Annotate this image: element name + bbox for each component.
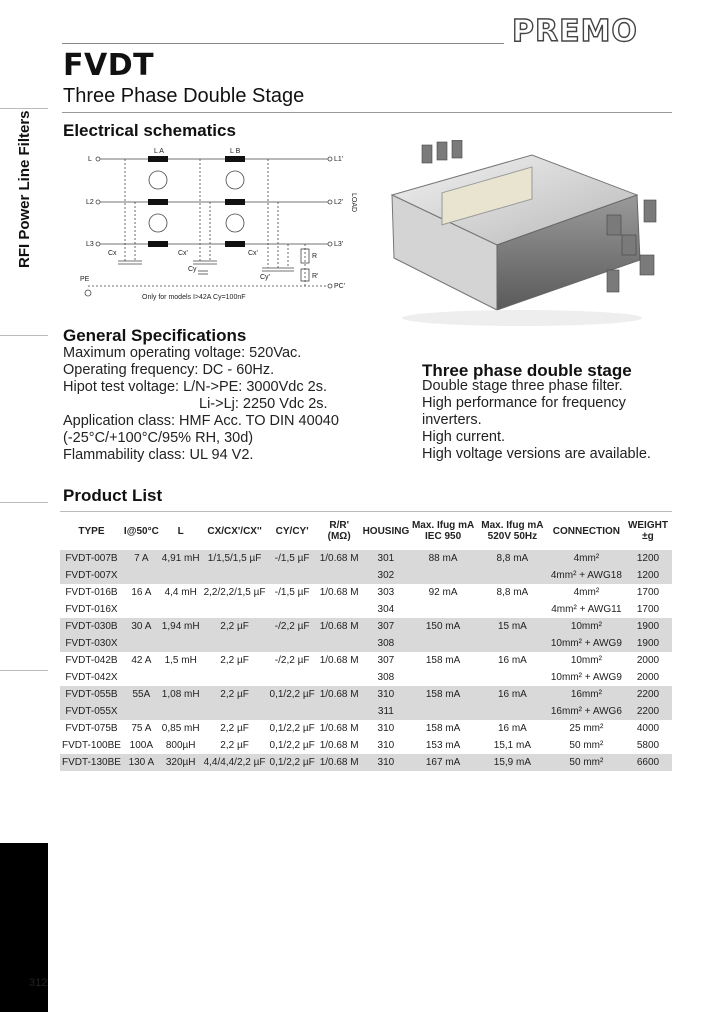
col-r: R/R' (MΩ) bbox=[317, 512, 362, 550]
table-cell bbox=[160, 601, 202, 618]
table-row bbox=[60, 635, 672, 652]
table-cell: 1/0.68 M bbox=[317, 720, 362, 737]
table-cell: 4,4/4,4/2,2 µF bbox=[202, 754, 268, 771]
table-cell: 10mm² bbox=[549, 652, 624, 669]
table-cell: 0,1/2,2 µF bbox=[268, 737, 317, 754]
table-cell: 2,2 µF bbox=[202, 652, 268, 669]
table-row bbox=[60, 584, 672, 601]
table-cell: -/1,5 µF bbox=[268, 550, 317, 567]
table-cell: 308 bbox=[362, 635, 411, 652]
table-cell: 308 bbox=[362, 669, 411, 686]
schematic-label-cy: Cy bbox=[188, 266, 197, 273]
table-cell: -/2,2 µF bbox=[268, 618, 317, 635]
spec-line: Hipot test voltage: L/N->PE: 3000Vdc 2s. bbox=[63, 379, 327, 395]
table-cell bbox=[160, 635, 202, 652]
schematic-label-pe: PE bbox=[80, 276, 90, 283]
table-cell bbox=[202, 703, 268, 720]
table-cell: 310 bbox=[362, 737, 411, 754]
feature-heading: Three phase double stage bbox=[422, 361, 632, 380]
schematic-label-r2: R' bbox=[312, 273, 319, 280]
col-ifug-520: Max. Ifug mA 520V 50Hz bbox=[476, 512, 549, 550]
table-cell: 307 bbox=[362, 652, 411, 669]
tab-divider bbox=[0, 335, 48, 336]
table-cell: 310 bbox=[362, 754, 411, 771]
table-cell bbox=[410, 703, 476, 720]
spec-line: Operating frequency: DC - 60Hz. bbox=[63, 362, 275, 378]
table-cell: 2000 bbox=[624, 669, 672, 686]
table-cell bbox=[268, 601, 317, 618]
table-cell bbox=[317, 669, 362, 686]
table-cell: 25 mm² bbox=[549, 720, 624, 737]
table-cell: 15,1 mA bbox=[476, 737, 549, 754]
schematic-heading: Electrical schematics bbox=[63, 121, 236, 140]
table-cell: 1,5 mH bbox=[160, 652, 202, 669]
table-cell: 2200 bbox=[624, 703, 672, 720]
table-row bbox=[60, 550, 672, 567]
table-cell: 1/0.68 M bbox=[317, 686, 362, 703]
table-cell: 2,2 µF bbox=[202, 618, 268, 635]
feature-line: High current. bbox=[422, 429, 506, 445]
table-cell: 1900 bbox=[624, 635, 672, 652]
table-cell: 100A bbox=[123, 737, 160, 754]
col-housing: HOUSING bbox=[362, 512, 411, 550]
table-cell: 2,2/2,2/1,5 µF bbox=[202, 584, 268, 601]
table-cell: 158 mA bbox=[410, 720, 476, 737]
table-cell: 167 mA bbox=[410, 754, 476, 771]
subtitle-rule bbox=[62, 112, 672, 113]
col-connection: CONNECTION bbox=[549, 512, 624, 550]
table-cell bbox=[476, 703, 549, 720]
table-row bbox=[60, 720, 672, 737]
schematic-label-l3-out: L3' bbox=[334, 241, 344, 248]
table-cell: 4mm² + AWG18 bbox=[549, 567, 624, 584]
table-cell: 130 A bbox=[123, 754, 160, 771]
col-type: TYPE bbox=[60, 512, 123, 550]
table-cell: 16mm² bbox=[549, 686, 624, 703]
table-cell: 50 mm² bbox=[549, 754, 624, 771]
table-cell: 0,85 mH bbox=[160, 720, 202, 737]
col-ifug-iec: Max. Ifug mA IEC 950 bbox=[410, 512, 476, 550]
col-weight: WEIGHT ±g bbox=[624, 512, 672, 550]
table-cell: 16mm² + AWG6 bbox=[549, 703, 624, 720]
table-cell bbox=[317, 567, 362, 584]
table-cell: 50 mm² bbox=[549, 737, 624, 754]
table-cell: 304 bbox=[362, 601, 411, 618]
header-rule bbox=[62, 43, 504, 44]
table-cell: 15,9 mA bbox=[476, 754, 549, 771]
table-cell: 16 mA bbox=[476, 652, 549, 669]
table-cell: 2000 bbox=[624, 652, 672, 669]
table-cell: FVDT-007B bbox=[60, 550, 123, 567]
schematic-label-l3: L3 bbox=[86, 241, 94, 248]
table-cell: 4,91 mH bbox=[160, 550, 202, 567]
table-cell: 1200 bbox=[624, 550, 672, 567]
table-cell: 8,8 mA bbox=[476, 550, 549, 567]
table-cell: FVDT-016B bbox=[60, 584, 123, 601]
table-cell bbox=[410, 669, 476, 686]
spec-line: Maximum operating voltage: 520Vac. bbox=[63, 345, 302, 361]
table-row bbox=[60, 754, 672, 771]
table-cell: 0,1/2,2 µF bbox=[268, 720, 317, 737]
table-cell: 2,2 µF bbox=[202, 737, 268, 754]
schematic-label-cy2: Cy' bbox=[260, 274, 270, 281]
table-cell bbox=[123, 669, 160, 686]
page-number: 312 bbox=[29, 977, 48, 989]
table-cell: 1,08 mH bbox=[160, 686, 202, 703]
schematic-label-cx3: Cx' bbox=[248, 250, 258, 257]
table-cell: 153 mA bbox=[410, 737, 476, 754]
schematic-label-cx2: Cx' bbox=[178, 250, 188, 257]
table-cell bbox=[410, 635, 476, 652]
tab-divider bbox=[0, 108, 48, 109]
general-spec-list bbox=[63, 345, 339, 464]
table-header-row bbox=[60, 512, 672, 550]
table-cell: 311 bbox=[362, 703, 411, 720]
table-row bbox=[60, 703, 672, 720]
tab-divider bbox=[0, 670, 48, 671]
table-cell: 307 bbox=[362, 618, 411, 635]
table-cell bbox=[202, 601, 268, 618]
table-cell bbox=[123, 567, 160, 584]
table-cell bbox=[123, 601, 160, 618]
table-cell: 7 A bbox=[123, 550, 160, 567]
table-cell bbox=[476, 669, 549, 686]
table-cell bbox=[202, 669, 268, 686]
table-cell: 310 bbox=[362, 686, 411, 703]
table-cell: 6600 bbox=[624, 754, 672, 771]
table-cell: FVDT-075B bbox=[60, 720, 123, 737]
table-row bbox=[60, 669, 672, 686]
general-spec-heading: General Specifications bbox=[63, 326, 247, 345]
table-cell: 301 bbox=[362, 550, 411, 567]
table-cell: 10mm² + AWG9 bbox=[549, 669, 624, 686]
table-cell: FVDT-016X bbox=[60, 601, 123, 618]
feature-line: High voltage versions are available. bbox=[422, 446, 651, 462]
table-cell: 800µH bbox=[160, 737, 202, 754]
table-cell bbox=[476, 567, 549, 584]
schematic-label-lb: L B bbox=[230, 148, 241, 155]
table-cell: 150 mA bbox=[410, 618, 476, 635]
table-cell: -/1,5 µF bbox=[268, 584, 317, 601]
table-cell bbox=[476, 601, 549, 618]
page-subtitle: Three Phase Double Stage bbox=[63, 85, 305, 107]
table-cell: FVDT-042X bbox=[60, 669, 123, 686]
table-cell bbox=[410, 601, 476, 618]
brand-logo: PREMO bbox=[512, 14, 638, 49]
feature-list bbox=[422, 378, 682, 463]
table-cell: 158 mA bbox=[410, 686, 476, 703]
table-cell: 1900 bbox=[624, 618, 672, 635]
table-cell: 1/0.68 M bbox=[317, 618, 362, 635]
table-cell: 303 bbox=[362, 584, 411, 601]
table-cell: 92 mA bbox=[410, 584, 476, 601]
section-tab-label: RFI Power Line Filters bbox=[16, 110, 33, 268]
table-cell: 16 mA bbox=[476, 686, 549, 703]
schematic-label-l2-out: L2' bbox=[334, 199, 344, 206]
table-cell: 0,1/2,2 µF bbox=[268, 686, 317, 703]
product-table bbox=[60, 512, 672, 771]
table-cell: 88 mA bbox=[410, 550, 476, 567]
table-cell: 1700 bbox=[624, 601, 672, 618]
table-cell bbox=[202, 635, 268, 652]
schematic-note: Only for models I>42A Cy=100nF bbox=[142, 294, 246, 301]
table-cell: 310 bbox=[362, 720, 411, 737]
schematic-label-l2: L2 bbox=[86, 199, 94, 206]
table-row bbox=[60, 652, 672, 669]
table-cell bbox=[160, 669, 202, 686]
product-photo bbox=[382, 140, 672, 330]
schematic-label-l1-out: L1' bbox=[334, 156, 344, 163]
table-cell bbox=[317, 635, 362, 652]
col-current: I@50°C bbox=[123, 512, 160, 550]
table-cell: -/2,2 µF bbox=[268, 652, 317, 669]
schematic-diagram bbox=[80, 143, 360, 303]
table-cell bbox=[160, 703, 202, 720]
table-cell: FVDT-055X bbox=[60, 703, 123, 720]
table-row bbox=[60, 601, 672, 618]
table-cell bbox=[476, 635, 549, 652]
table-cell: 10mm² bbox=[549, 618, 624, 635]
table-cell: 1,94 mH bbox=[160, 618, 202, 635]
table-cell bbox=[268, 567, 317, 584]
table-cell: 1200 bbox=[624, 567, 672, 584]
table-cell: 302 bbox=[362, 567, 411, 584]
table-cell bbox=[410, 567, 476, 584]
table-cell: 158 mA bbox=[410, 652, 476, 669]
table-row bbox=[60, 686, 672, 703]
col-cy: CY/CY' bbox=[268, 512, 317, 550]
table-cell: FVDT-007X bbox=[60, 567, 123, 584]
schematic-label-cx: Cx bbox=[108, 250, 117, 257]
col-cx: CX/CX'/CX'' bbox=[202, 512, 268, 550]
table-row bbox=[60, 567, 672, 584]
table-cell bbox=[123, 635, 160, 652]
table-cell bbox=[160, 567, 202, 584]
table-cell bbox=[123, 703, 160, 720]
schematic-label-r: R bbox=[312, 253, 318, 260]
table-cell bbox=[268, 703, 317, 720]
feature-line: High performance for frequency bbox=[422, 395, 626, 411]
table-row bbox=[60, 737, 672, 754]
table-cell: 1/0.68 M bbox=[317, 754, 362, 771]
table-cell: 75 A bbox=[123, 720, 160, 737]
table-cell: 4mm² bbox=[549, 584, 624, 601]
table-cell bbox=[317, 601, 362, 618]
feature-line: inverters. bbox=[422, 412, 482, 428]
table-cell: 42 A bbox=[123, 652, 160, 669]
table-cell: 5800 bbox=[624, 737, 672, 754]
spec-line: Application class: HMF Acc. TO DIN 40040 bbox=[63, 413, 339, 429]
table-cell: FVDT-100BE bbox=[60, 737, 123, 754]
table-cell: 55A bbox=[123, 686, 160, 703]
table-cell: 30 A bbox=[123, 618, 160, 635]
schematic-label-pc: PC' bbox=[334, 283, 346, 290]
table-cell bbox=[202, 567, 268, 584]
table-cell: 1/0.68 M bbox=[317, 652, 362, 669]
spec-line: (-25°C/+100°C/95% RH, 30d) bbox=[63, 430, 254, 446]
table-cell: 0,1/2,2 µF bbox=[268, 754, 317, 771]
feature-line: Double stage three phase filter. bbox=[422, 378, 623, 394]
table-cell bbox=[317, 703, 362, 720]
table-cell: 4,4 mH bbox=[160, 584, 202, 601]
table-cell: FVDT-055B bbox=[60, 686, 123, 703]
table-cell: 1/0.68 M bbox=[317, 584, 362, 601]
table-cell: 16 A bbox=[123, 584, 160, 601]
table-cell: 4mm² bbox=[549, 550, 624, 567]
table-cell: FVDT-042B bbox=[60, 652, 123, 669]
table-cell: 1/0.68 M bbox=[317, 737, 362, 754]
table-cell: 2,2 µF bbox=[202, 720, 268, 737]
table-cell: 4mm² + AWG11 bbox=[549, 601, 624, 618]
table-cell: 16 mA bbox=[476, 720, 549, 737]
schematic-label-load: LOAD bbox=[350, 193, 357, 213]
table-cell: 1/0.68 M bbox=[317, 550, 362, 567]
spec-line: Li->Lj: 2250 Vdc 2s. bbox=[199, 396, 328, 412]
table-cell: FVDT-130BE bbox=[60, 754, 123, 771]
table-cell bbox=[268, 635, 317, 652]
table-cell bbox=[268, 669, 317, 686]
table-cell: 15 mA bbox=[476, 618, 549, 635]
product-list-heading: Product List bbox=[63, 486, 163, 505]
page-title: FVDT bbox=[63, 48, 155, 83]
col-inductance: L bbox=[160, 512, 202, 550]
product-table-body bbox=[60, 550, 672, 771]
table-cell: FVDT-030B bbox=[60, 618, 123, 635]
table-cell: 8,8 mA bbox=[476, 584, 549, 601]
spec-line: Flammability class: UL 94 V2. bbox=[63, 447, 254, 463]
tab-divider bbox=[0, 502, 48, 503]
table-cell: 10mm² + AWG9 bbox=[549, 635, 624, 652]
table-cell: 4000 bbox=[624, 720, 672, 737]
schematic-label-l: L bbox=[88, 156, 92, 163]
table-cell: 1/1,5/1,5 µF bbox=[202, 550, 268, 567]
table-cell: FVDT-030X bbox=[60, 635, 123, 652]
table-cell: 2,2 µF bbox=[202, 686, 268, 703]
table-cell: 2200 bbox=[624, 686, 672, 703]
schematic-label-la: L A bbox=[154, 148, 164, 155]
table-cell: 1700 bbox=[624, 584, 672, 601]
table-cell: 320µH bbox=[160, 754, 202, 771]
table-row bbox=[60, 618, 672, 635]
